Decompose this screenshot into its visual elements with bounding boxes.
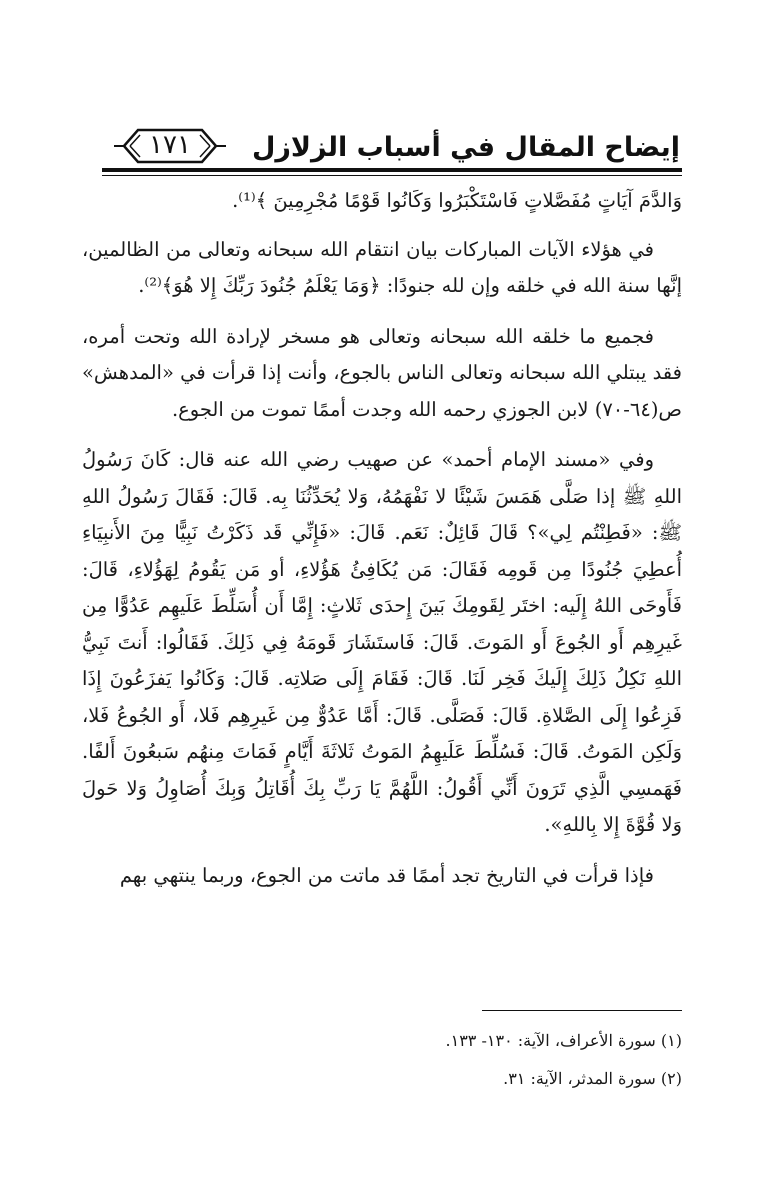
paragraph: وفي «مسند الإمام أحمد» عن صهيب رضي الله عنه قال: كَانَ رَسُولُ اللهِ ﷺ إذا صَلَّى هَمَسَ شَيْئًا لا نَفْهَمُهُ، وَلا يُحَدِّثُنَا بِه. قَالَ: فَقَالَ رَسُولُ اللهِ ﷺ: «فَطِنْتُم لِي»؟ قَالَ قَائِلٌ: نَعَم. قَالَ: «فَإِنِّي قَد ذَكَرْتُ نَبِيًّا مِنَ الأَنبِيَاءِ أُعطِيَ جُنُودًا مِن قَومِه فَقَالَ: مَن يُكَافِئُ هَؤُلاءِ، أو مَن يَقُومُ لِهَؤُلاءِ، قَالَ: فَأَوحَى اللهُ إِلَيه: اختَر لِقَومِكَ بَينَ إِحدَى ثَلاثٍ: إِمَّا أَن أُسَلِّطَ عَلَيهِم عَدُوًّا مِن غَيرِهِم أَو الجُوعَ أَو المَوتَ. قَالَ: فَاستَشَارَ قَومَهُ فِي ذَلِكَ. فَقَالُوا: أَنتَ نَبِيُّ اللهِ نَكِلُ ذَلِكَ إِلَيكَ فَخِر لَنَا. قَالَ: فَقَامَ إِلَى صَلاتِه. قَالَ: وَكَانُوا يَفزَعُونَ إِذَا فَزِعُوا إِلَى الصَّلاةِ. قَالَ: فَصَلَّى. قَالَ: أَمَّا عَدُوٌّ مِن غَيرِهِم فَلا، أَو الجُوعُ فَلا، وَلَكِن المَوتُ. قَالَ: فَسُلِّطَ عَلَيهِمُ المَوتُ ثَلاثَةَ أَيَّامٍ فَمَاتَ مِنهُم سَبعُونَ أَلفًا. فَهَمسِي الَّذِي تَرَونَ أَنِّي أَقُولُ: اللَّهُمَّ يَا رَبِّ بِكَ أُقَاتِلُ وَبِكَ أُصَاوِلُ وَلا حَولَ وَلا قُوَّةَ إِلا بِاللهِ». <box>82 448 682 836</box>
header-rule-thick <box>102 168 682 172</box>
footnotes <box>82 1022 682 1098</box>
paragraph: في هؤلاء الآيات المباركات بيان انتقام الله سبحانه وتعالى من الظالمين، إنَّها سنة الله في خلقه وإن لله جنودًا: ﴿وَمَا يَعْلَمُ جُنُودَ رَبِّكَ إِلا هُوَ﴾⁽²⁾. <box>82 237 682 297</box>
body-text <box>82 183 682 908</box>
paragraph: فجميع ما خلقه الله سبحانه وتعالى هو مسخر لإرادة الله وتحت أمره، فقد يبتلي الله سبحانه وتعالى الناس بالجوع، وأنت إذا قرأت في «المدهش» ص(٦٤-٧٠) لابن الجوزي رحمه الله وجدت أممًا تموت من الجوع. <box>82 324 682 421</box>
footnote-2: (٢) سورة المدثر، الآية: ٣١. <box>503 1069 682 1088</box>
footnote-1: (١) سورة الأعراف، الآية: ١٣٠- ١٣٣. <box>445 1031 682 1050</box>
page-header <box>82 108 682 170</box>
page-number-badge <box>110 124 230 168</box>
running-title: إيضاح المقال في أسباب الزلازل <box>251 132 680 163</box>
page-number: ١٧١ <box>149 130 191 160</box>
paragraph: فإذا قرأت في التاريخ تجد أممًا قد ماتت من الجوع، وربما ينتهي بهم <box>119 863 654 887</box>
header-rule-thin <box>102 175 682 176</box>
paragraph: وَالدَّمَ آيَاتٍ مُفَصَّلاتٍ فَاسْتَكْبَرُوا وَكَانُوا قَوْمًا مُجْرِمِينَ ﴾⁽¹⁾. <box>232 189 682 212</box>
book-page <box>82 108 682 1148</box>
footnote-separator <box>482 1010 682 1011</box>
